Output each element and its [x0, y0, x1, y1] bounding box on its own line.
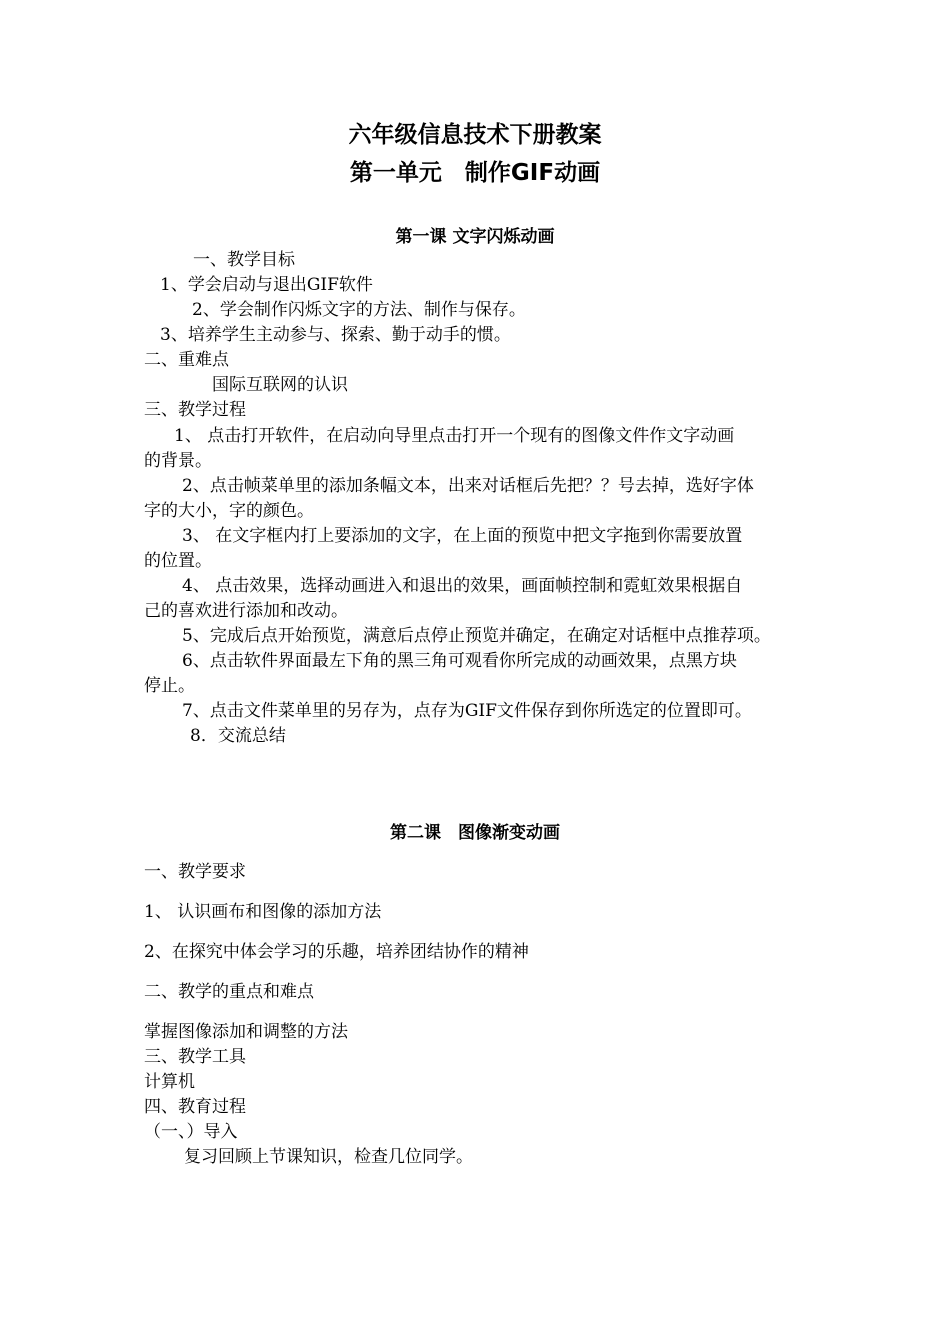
lesson1-key-heading: 二、重难点 — [144, 350, 229, 370]
lesson2-intro-text: 复习回顾上节课知识，检查几位同学。 — [184, 1147, 473, 1167]
lesson2-key-point: 掌握图像添加和调整的方法 — [144, 1022, 348, 1042]
lesson2-title: 第二课 图像渐变动画 — [390, 823, 560, 843]
lesson1-step-7: 7、点击文件菜单里的另存为，点存为GIF文件保存到你所选定的位置即可。 — [182, 701, 752, 721]
lesson1-step-6a: 6、点击软件界面最左下角的黑三角可观看你所完成的动画效果，点黑方块 — [182, 651, 737, 671]
lesson2-tool: 计算机 — [144, 1072, 195, 1092]
lesson1-title: 第一课 文字闪烁动画 — [395, 227, 555, 247]
lesson1-goal-3: 3、培养学生主动参与、探索、勤于动手的惯。 — [160, 325, 511, 345]
lesson2-intro-heading: （一、）导入 — [144, 1122, 238, 1142]
lesson1-step-2a: 2、点击帧菜单里的添加条幅文本，出来对话框后先把？？号去掉，选好字体 — [182, 476, 754, 496]
unit-title: 第一单元 制作GIF动画 — [349, 160, 601, 186]
lesson2-key-heading: 二、教学的重点和难点 — [144, 982, 314, 1002]
lesson1-process-heading: 三、教学过程 — [144, 400, 246, 420]
lesson2-tools-heading: 三、教学工具 — [144, 1047, 246, 1067]
lesson1-step-4b: 己的喜欢进行添加和改动。 — [144, 601, 348, 621]
lesson2-req-1: 1、 认识画布和图像的添加方法 — [144, 902, 382, 922]
lesson1-step-6b: 停止。 — [144, 676, 195, 696]
lesson1-goals-heading: 一、教学目标 — [193, 250, 295, 270]
lesson1-step-4a: 4、 点击效果，选择动画进入和退出的效果，画面帧控制和霓虹效果根据自 — [182, 576, 743, 596]
lesson1-step-1a: 1、 点击打开软件，在启动向导里点击打开一个现有的图像文件作文字动画 — [174, 426, 735, 446]
lesson1-step-3b: 的位置。 — [144, 551, 212, 571]
lesson2-req-heading: 一、教学要求 — [144, 862, 246, 882]
lesson1-step-1b: 的背景。 — [144, 451, 212, 471]
lesson1-goal-2: 2、学会制作闪烁文字的方法、制作与保存。 — [192, 300, 526, 320]
lesson1-goal-1: 1、学会启动与退出GIF软件 — [160, 275, 373, 295]
lesson1-step-5: 5、完成后点开始预览，满意后点停止预览并确定，在确定对话框中点推荐项。 — [182, 626, 771, 646]
lesson2-process-heading: 四、教育过程 — [144, 1097, 246, 1117]
lesson1-key-point: 国际互联网的认识 — [212, 375, 348, 395]
lesson1-step-3a: 3、 在文字框内打上要添加的文字，在上面的预览中把文字拖到你需要放置 — [182, 526, 743, 546]
document-title: 六年级信息技术下册教案 — [348, 122, 602, 148]
lesson1-step-8: 8．交流总结 — [190, 726, 286, 746]
lesson2-req-2: 2、在探究中体会学习的乐趣，培养团结协作的精神 — [144, 942, 529, 962]
lesson1-step-2b: 字的大小，字的颜色。 — [144, 501, 314, 521]
